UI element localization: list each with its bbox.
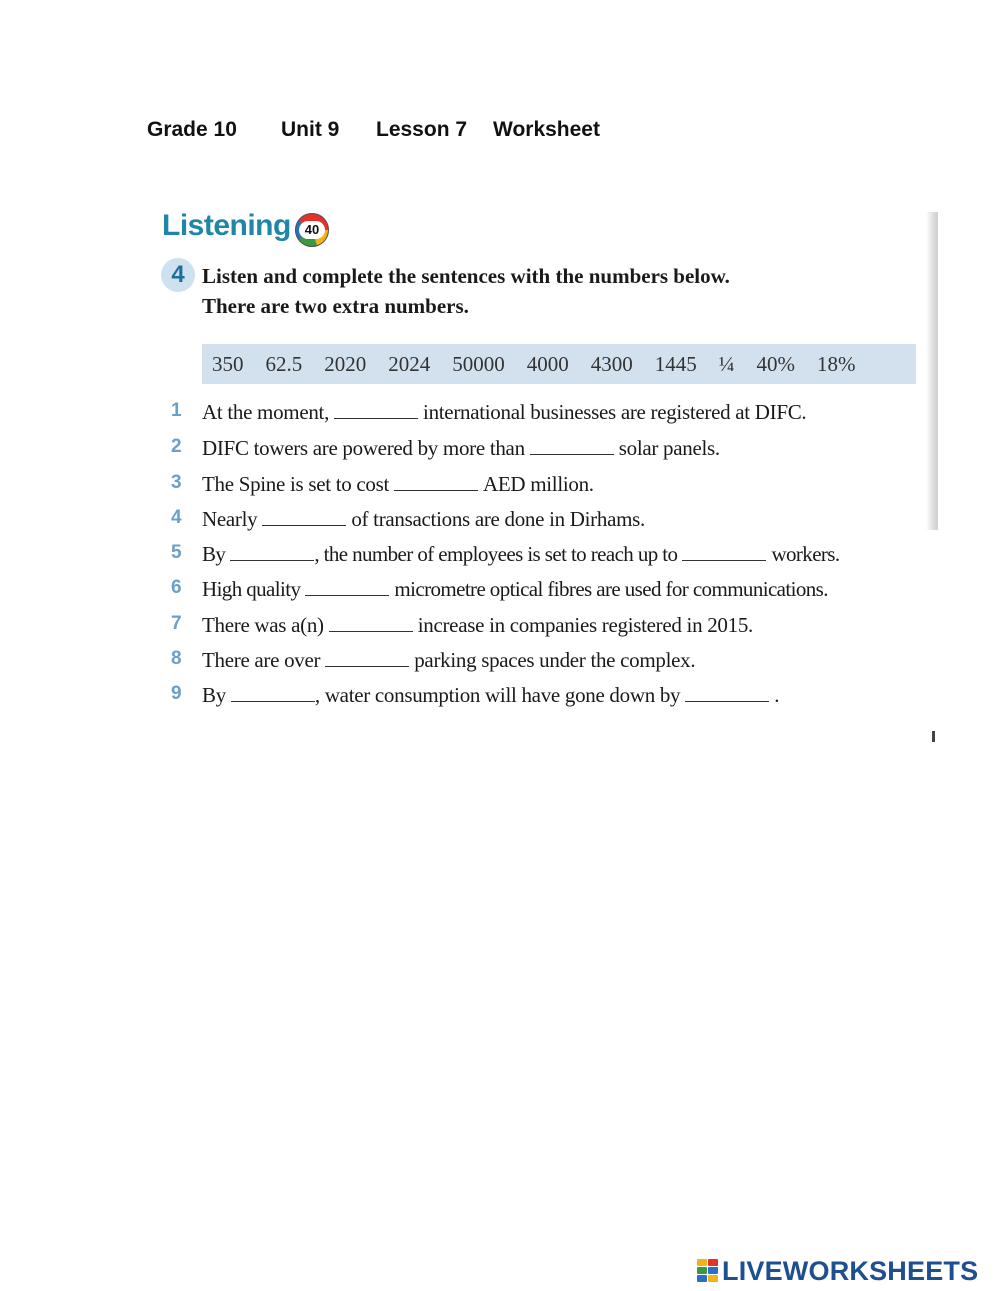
number-option: 18% <box>817 351 856 376</box>
answer-blank[interactable] <box>329 630 413 632</box>
number-option: 62.5 <box>265 351 303 376</box>
item-text <box>202 472 594 497</box>
number-bank <box>202 344 916 384</box>
item-text-part: There are over <box>202 648 321 672</box>
audio-track-icon[interactable] <box>295 213 329 247</box>
item-text-part: There was a(n) <box>202 613 324 637</box>
item-text-part: At the moment, <box>202 400 330 424</box>
item-text-part: Nearly <box>202 507 258 531</box>
answer-blank[interactable] <box>231 700 315 702</box>
header-grade: Grade 10 <box>147 118 237 141</box>
item-number: 4 <box>171 507 182 528</box>
item-number: 6 <box>171 577 182 598</box>
logo-text: LIVEWORKSHEETS <box>722 1255 979 1286</box>
item-text-part: micrometre optical fibres are used for communications. <box>394 577 828 601</box>
item-number: 7 <box>171 613 182 634</box>
task-instruction-line2: There are two extra numbers. <box>202 294 469 318</box>
page-edge-shadow <box>926 212 938 530</box>
answer-blank[interactable] <box>682 559 766 561</box>
item-text-part: AED million. <box>483 472 594 496</box>
item-number: 2 <box>171 436 182 457</box>
number-option: 50000 <box>452 351 505 376</box>
answer-blank[interactable] <box>394 489 478 491</box>
item-text <box>202 542 840 567</box>
answer-blank[interactable] <box>685 700 769 702</box>
number-option: 1445 <box>654 351 697 376</box>
answer-blank[interactable] <box>305 594 389 596</box>
item-number: 9 <box>171 683 182 704</box>
item-text-part: increase in companies registered in 2015. <box>417 613 753 637</box>
track-number: 40 <box>299 221 325 239</box>
number-option: ¼ <box>718 351 735 376</box>
item-text-part: By <box>202 542 226 566</box>
answer-blank[interactable] <box>262 524 346 526</box>
answer-blank[interactable] <box>230 559 314 561</box>
item-number: 8 <box>171 648 182 669</box>
answer-blank[interactable] <box>334 417 418 419</box>
item-number: 1 <box>171 400 182 421</box>
number-option: 4000 <box>526 351 569 376</box>
item-text-part: , water consumption will have gone down by <box>314 683 681 707</box>
header-lesson: Lesson 7 <box>376 118 468 141</box>
item-text <box>202 648 695 673</box>
item-text <box>202 436 720 461</box>
liveworksheets-logo[interactable] <box>697 1257 978 1285</box>
item-text-part: The Spine is set to cost <box>202 472 390 496</box>
item-text <box>202 507 645 532</box>
logo-icon <box>697 1259 719 1283</box>
task-instruction-line1: Listen and complete the sentences with the numbers below. <box>202 264 730 288</box>
item-text-part: , the number of employees is set to reach up to <box>314 542 678 566</box>
item-text <box>202 400 806 425</box>
item-text-part: High quality <box>202 577 301 601</box>
item-text-part: international businesses are registered at DIFC. <box>423 400 807 424</box>
number-option: 40% <box>756 351 795 376</box>
answer-blank[interactable] <box>530 453 614 455</box>
header-title: Worksheet <box>493 118 600 141</box>
item-number: 5 <box>171 542 182 563</box>
item-text-part: workers. <box>771 542 840 566</box>
answer-blank[interactable] <box>325 665 409 667</box>
item-text <box>202 577 828 602</box>
number-option: 2020 <box>324 351 367 376</box>
item-text <box>202 613 753 638</box>
number-option: 2024 <box>388 351 431 376</box>
number-option: 350 <box>212 351 244 376</box>
item-text <box>202 683 779 708</box>
number-option: 4300 <box>590 351 633 376</box>
item-text-part: DIFC towers are powered by more than <box>202 436 525 460</box>
page-edge-mark <box>932 731 935 742</box>
header-unit: Unit 9 <box>281 118 340 141</box>
item-text-part: of transactions are done in Dirhams. <box>351 507 645 531</box>
section-title: Listening <box>162 209 291 242</box>
item-text-part: By <box>202 683 226 707</box>
item-text-part: parking spaces under the complex. <box>414 648 696 672</box>
item-text-part: solar panels. <box>618 436 720 460</box>
worksheet-header <box>147 118 600 142</box>
task-number-badge: 4 <box>161 258 195 292</box>
item-text-part: . <box>774 683 780 707</box>
item-number: 3 <box>171 472 182 493</box>
